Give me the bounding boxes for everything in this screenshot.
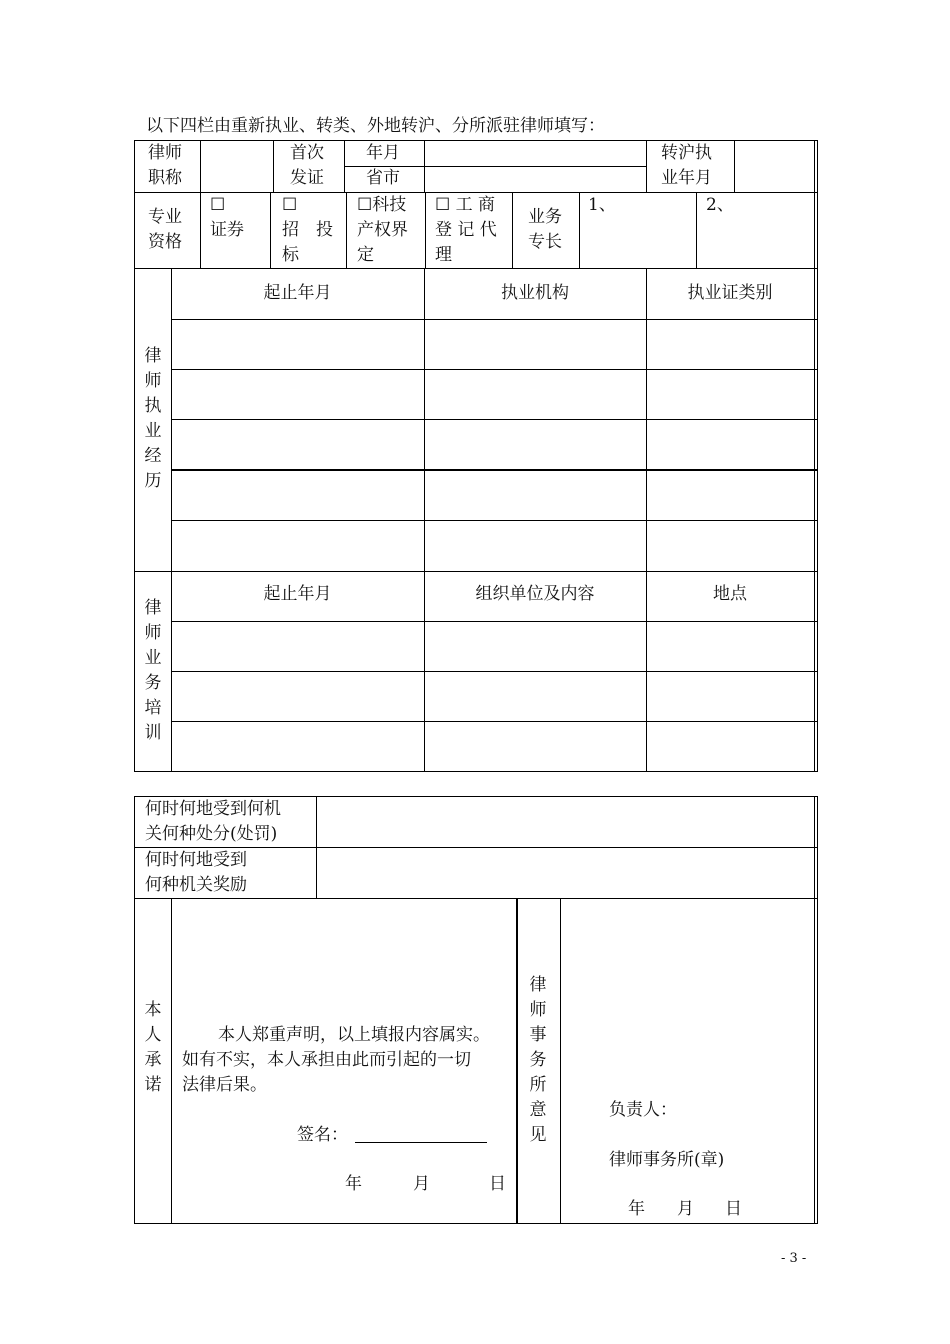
signature-label: 签名：	[297, 1125, 348, 1145]
first-cert-label: 首次 发证	[290, 143, 324, 188]
signature-line[interactable]	[355, 1142, 487, 1143]
date-left-year: 年	[345, 1174, 362, 1194]
date-left-day: 日	[489, 1174, 506, 1194]
bidding-checkbox[interactable]: ☐ 招 投 标	[282, 195, 333, 265]
table-row[interactable]	[172, 622, 814, 671]
firm-opinion-side-label: 律 师 事 务 所 意 见	[529, 975, 547, 1145]
checkbox-icon: ☐	[282, 195, 298, 215]
date-right-day: 日	[725, 1199, 742, 1219]
date-left-month: 月	[413, 1174, 430, 1194]
table-rule	[560, 898, 561, 1224]
table-rule	[344, 140, 345, 193]
training-side-label: 律 师 业 务 培 训	[144, 598, 162, 743]
table-rule	[134, 796, 135, 1224]
table-rule	[516, 898, 518, 1224]
province-label: 省市	[366, 168, 400, 188]
table-rule	[134, 898, 817, 899]
table-rule	[171, 898, 172, 1224]
table-rule	[814, 140, 815, 772]
table-rule	[200, 192, 201, 269]
experience-side-label: 律 师 执 业 经 历	[144, 346, 162, 491]
table-rule	[134, 1223, 817, 1224]
first-cert-province-field[interactable]	[425, 167, 646, 192]
intro-text: 以下四栏由重新执业、转类、外地转沪、分所派驻律师填写：	[146, 116, 605, 136]
training-header-location: 地点	[713, 584, 747, 604]
transfer-date-label: 转沪执 业年月	[661, 143, 712, 188]
securities-checkbox[interactable]: ☐ 证券	[210, 195, 244, 240]
table-rule	[814, 796, 815, 1224]
training-header-organizer: 组织单位及内容	[475, 584, 595, 604]
experience-header-cert-type: 执业证类别	[687, 283, 773, 303]
firm-seal-label: 律师事务所(章)	[609, 1150, 725, 1170]
training-header-period: 起止年月	[263, 584, 332, 604]
specialty-1-field[interactable]: 1、	[588, 195, 616, 215]
experience-header-period: 起止年月	[263, 283, 332, 303]
lawyer-title-field[interactable]	[201, 141, 273, 192]
table-rule	[273, 140, 274, 193]
tech-property-checkbox[interactable]: ☐科技 产权界 定	[357, 195, 408, 265]
responsible-person-label: 负责人：	[609, 1100, 677, 1120]
table-rule	[512, 192, 513, 269]
transfer-date-field[interactable]	[735, 141, 814, 192]
date-right-year: 年	[628, 1199, 645, 1219]
table-row[interactable]	[172, 370, 814, 419]
business-registration-checkbox[interactable]: ☐ 工 商 登 记 代 理	[435, 195, 497, 265]
table-row[interactable]	[172, 672, 814, 721]
experience-header-firm: 执业机构	[501, 283, 569, 303]
award-label: 何时何地受到 何种机关奖励	[145, 850, 247, 895]
table-rule	[134, 268, 817, 269]
promise-side-label: 本 人 承 诺	[144, 1000, 162, 1095]
first-cert-year-month-field[interactable]	[425, 141, 646, 166]
table-rule	[425, 192, 426, 269]
year-month-label: 年月	[366, 143, 400, 163]
table-rule	[646, 140, 647, 193]
specialty-2-field[interactable]: 2、	[706, 195, 734, 215]
lawyer-title-label: 律师 职称	[148, 143, 182, 188]
date-right-month: 月	[677, 1199, 694, 1219]
table-rule	[134, 140, 135, 772]
punishment-label: 何时何地受到何机 关何种处分(处罚)	[145, 799, 281, 844]
table-row[interactable]	[172, 722, 814, 771]
table-rule	[134, 771, 817, 772]
table-rule	[346, 192, 347, 269]
table-rule	[817, 140, 818, 772]
table-rule	[579, 192, 580, 269]
table-rule	[270, 192, 271, 269]
table-row[interactable]	[172, 471, 814, 520]
table-row[interactable]	[172, 420, 814, 469]
promise-statement: 本人郑重声明，以上填报内容属实。 如有不实，本人承担由此而引起的一切 法律后果。	[182, 1025, 490, 1095]
table-rule	[817, 796, 818, 1224]
table-row[interactable]	[172, 320, 814, 369]
table-row[interactable]	[172, 521, 814, 571]
table-rule	[696, 192, 697, 269]
checkbox-icon: ☐	[210, 195, 226, 215]
punishment-field[interactable]	[317, 797, 814, 847]
qualification-label: 专业 资格	[148, 207, 182, 252]
specialty-label: 业务 专长	[528, 207, 562, 252]
page-number: - 3 -	[781, 1251, 807, 1266]
table-rule	[134, 571, 817, 572]
award-field[interactable]	[317, 848, 814, 898]
